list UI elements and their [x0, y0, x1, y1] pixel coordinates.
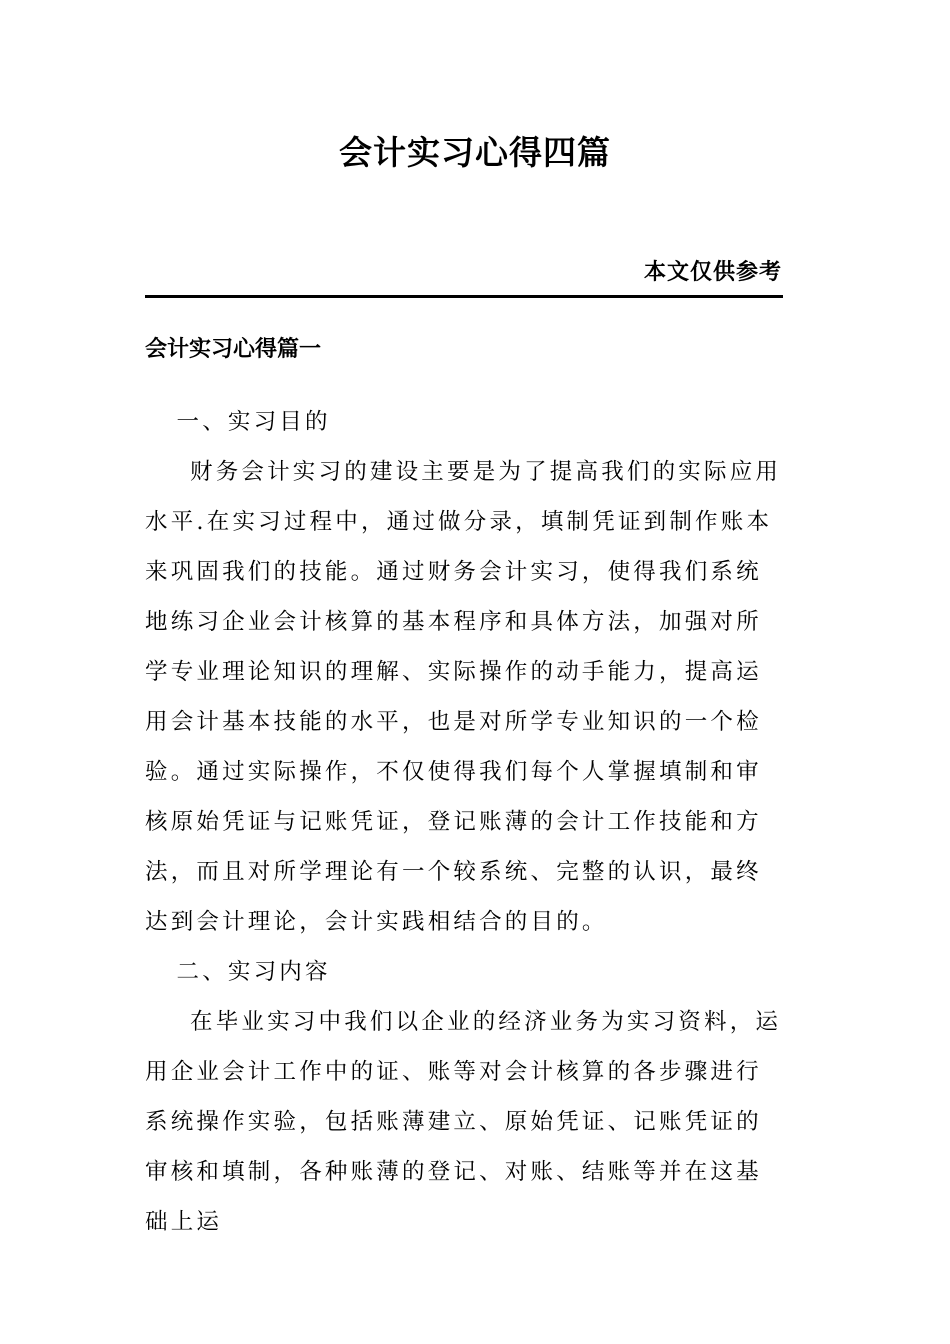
document-body [145, 397, 783, 1247]
subheading-content: 二、实习内容 [176, 959, 331, 985]
paragraph-purpose: 财务会计实习的建设主要是为了提高我们的实际应用水平.在实习过程中，通过做分录，填制凭证到制作账本来巩固我们的技能。通过财务会计实习，使得我们系统地练习企业会计核算的基本程序和具体方法，加强对所学专业理论知识的理解、实际操作的动手能力，提高运用会计基本技能的水平，也是对所学专业知识的一个检验。通过实际操作，不仅使得我们每个人掌握填制和审核原始凭证与记账凭证，登记账薄的会计工作技能和方法，而且对所学理论有一个较系统、完整的认识，最终达到会计理论，会计实践相结合的目的。 [145, 459, 782, 935]
subheading-purpose: 一、实习目的 [176, 409, 331, 435]
paragraph-content: 在毕业实习中我们以企业的经济业务为实习资料，运用企业会计工作中的证、账等对会计核算的各步骤进行系统操作实验，包括账薄建立、原始凭证、记账凭证的审核和填制，各种账薄的登记、对账、结账等并在这基础上运 [145, 1009, 782, 1235]
section-title: 会计实习心得篇一 [145, 336, 322, 362]
reference-note: 本文仅供参考 [643, 259, 782, 285]
document-title: 会计实习心得四篇 [339, 133, 611, 172]
horizontal-rule [145, 295, 783, 298]
